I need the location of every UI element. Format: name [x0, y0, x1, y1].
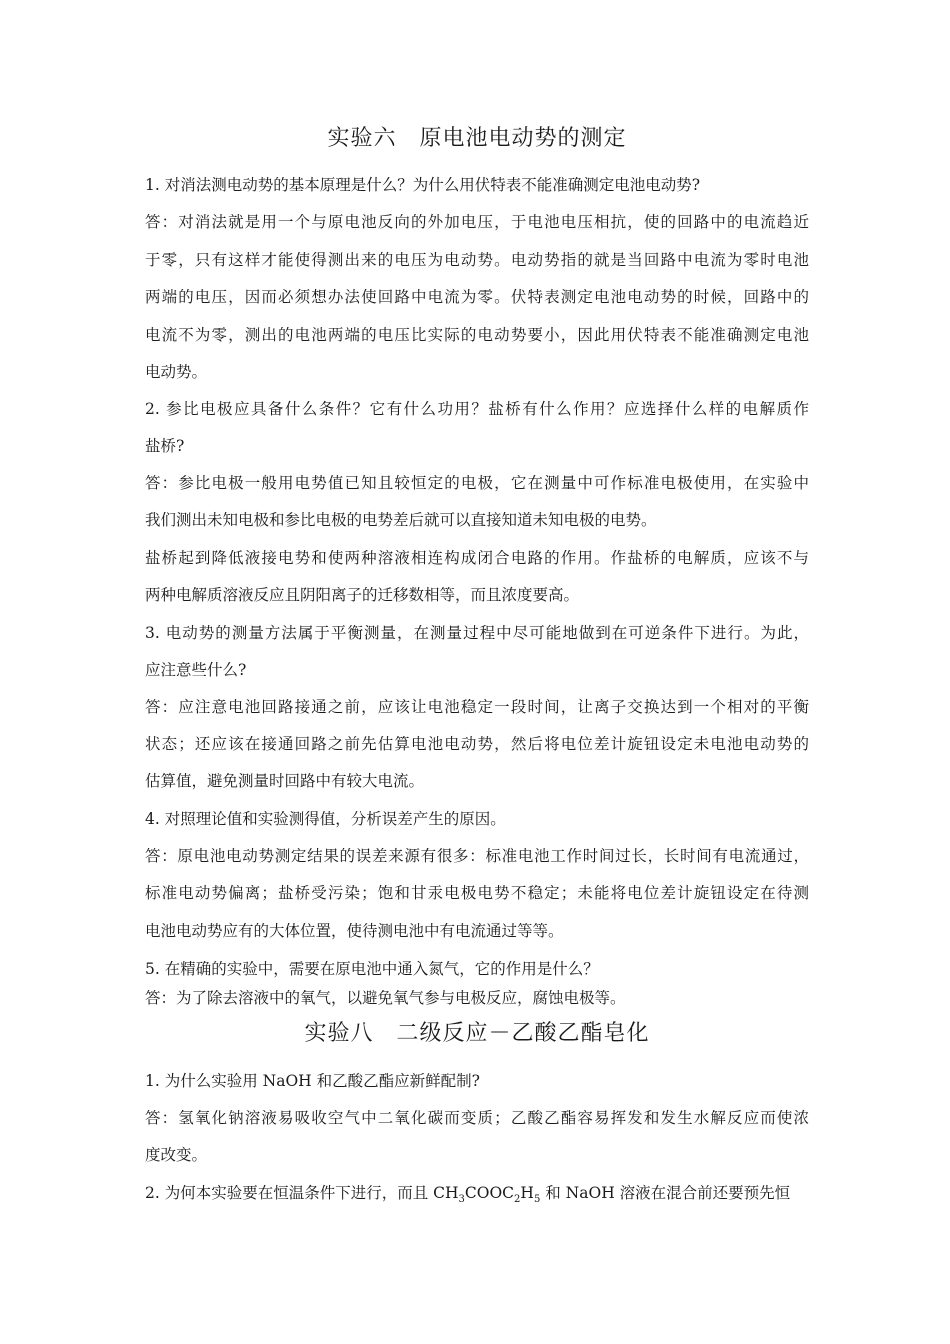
subscript-5: 5: [533, 1194, 541, 1205]
question-1: 1. 对消法测电动势的基本原理是什么？为什么用伏特表不能准确测定电池电动势?: [145, 176, 701, 194]
answer-2-line-3: 盐桥起到降低液接电势和使两种溶液相连构成闭合电路的作用。作盐桥的电解质，应该不与: [145, 549, 809, 567]
answer-1-line-1: 答：对消法就是用一个与原电池反向的外加电压，于电池电压相抗，使的回路中的电流趋近: [145, 213, 809, 231]
answer-4-line-1: 答：原电池电动势测定结果的误差来源有很多：标准电池工作时间过长，长时间有电流通过，: [145, 847, 809, 865]
question-3-line-2: 应注意些什么?: [145, 661, 247, 679]
question-8-1: 1. 为什么实验用 NaOH 和乙酸乙酯应新鲜配制?: [145, 1072, 480, 1090]
answer-8-1-line-2: 度改变。: [145, 1146, 208, 1164]
answer-1-line-4: 电流不为零，测出的电池两端的电压比实际的电动势要小，因此用伏特表不能准确测定电池: [145, 326, 809, 344]
formula-coocc: COOC: [464, 1184, 515, 1202]
section-title-experiment-6: 实验六 原电池电动势的测定: [327, 126, 627, 151]
answer-2-line-4: 两种电解质溶液反应且阴阳离子的迁移数相等，而且浓度要高。: [145, 586, 580, 604]
answer-2-line-1: 答：参比电极一般用电势值已知且较恒定的电极，它在测量中可作标准电极使用，在实验中: [145, 474, 809, 492]
answer-3-line-1: 答：应注意电池回路接通之前，应该让电池稳定一段时间，让离子交换达到一个相对的平衡: [145, 698, 809, 716]
subscript-2: 2: [514, 1194, 521, 1205]
answer-1-line-5: 电动势。: [145, 363, 208, 381]
question-8-2-post: 和 NaOH 溶液在混合前还要预先恒: [540, 1184, 791, 1202]
answer-4-line-3: 电池电动势应有的大体位置，使待测电池中有电流通过等等。: [145, 922, 564, 940]
answer-2-line-2: 我们测出未知电极和参比电极的电势差后就可以直接知道未知电极的电势。: [145, 511, 657, 529]
answer-5: 答：为了除去溶液中的氧气，以避免氧气参与电极反应，腐蚀电极等。: [145, 989, 626, 1007]
question-2-line-1: 2. 参比电极应具备什么条件？它有什么功用？盐桥有什么作用？应选择什么样的电解质作: [145, 400, 809, 418]
question-8-2: [145, 1183, 809, 1203]
answer-8-1-line-1: 答：氢氧化钠溶液易吸收空气中二氧化碳而变质；乙酸乙酯容易挥发和发生水解反应而使浓: [145, 1109, 809, 1127]
answer-4-line-2: 标准电动势偏离；盐桥受污染；饱和甘汞电极电势不稳定；未能将电位差计旋钮设定在待测: [145, 884, 809, 902]
section-title-experiment-8: 实验八 二级反应－乙酸乙酯皂化: [304, 1021, 650, 1046]
answer-1-line-3: 两端的电压，因而必须想办法使回路中电流为零。伏特表测定电池电动势的时候，回路中的: [145, 288, 809, 306]
question-2-line-2: 盐桥?: [145, 437, 185, 455]
question-8-2-pre: 2. 为何本实验要在恒温条件下进行，而且 CH: [145, 1184, 459, 1202]
question-4: 4. 对照理论值和实验测得值，分析误差产生的原因。: [145, 810, 506, 828]
question-5: 5. 在精确的实验中，需要在原电池中通入氮气，它的作用是什么？: [145, 960, 599, 978]
formula-h: H: [520, 1184, 534, 1202]
subscript-3: 3: [458, 1194, 465, 1205]
answer-1-line-2: 于零，只有这样才能使得测出来的电压为电动势。电动势指的就是当回路中电流为零时电池: [145, 251, 809, 269]
answer-3-line-2: 状态；还应该在接通回路之前先估算电池电动势，然后将电位差计旋钮设定未电池电动势的: [145, 735, 809, 753]
question-3-line-1: 3. 电动势的测量方法属于平衡测量，在测量过程中尽可能地做到在可逆条件下进行。为此，: [145, 624, 809, 642]
answer-3-line-3: 估算值，避免测量时回路中有较大电流。: [145, 772, 425, 790]
